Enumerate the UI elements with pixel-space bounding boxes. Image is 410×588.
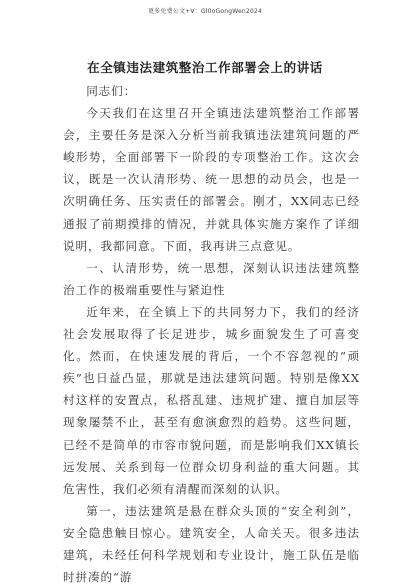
salutation: 同志们：	[86, 84, 137, 98]
document-body	[63, 80, 360, 588]
paragraph-point-1: 第一，违法建筑是悬在群众头顶的“安全利剑”，安全隐患触目惊心。建筑安全，人命关天。很多违法建筑，未经任何科学规划和专业设计，施工队伍是临时拼凑的“游	[63, 503, 360, 585]
section-heading-1: 一、认清形势，统一思想，深刻认识违法建筑整治工作的极端重要性与紧迫性	[63, 260, 360, 297]
paragraph-intro: 今天我们在这里召开全镇违法建筑整治工作部署会，主要任务是深入分析当前我镇违法建筑问题的严峻形势，全面部署下一阶段的专项整治工作。这次会议，既是一次认清形势、统一思想的动员会，也是一次明确任务、压实责任的部署会。刚才，XX同志已经通报了前期摸排的情况，并就具体实施方案作了详细说明，我都同意。下面，我再讲三点意见。	[63, 106, 360, 253]
document-title: 在全镇违法建筑整治工作部署会上的讲话	[87, 60, 323, 75]
paragraph-background: 近年来，在全镇上下的共同努力下，我们的经济社会发展取得了长足进步，城乡面貌发生了可喜变化。然而，在快速发展的背后，一个不容忽视的“顽疾”也日益凸显，那就是违法建筑问题。特别是像XX村这样的安置点，私搭乱建、违规扩建、擅自加层等现象屡禁不止，甚至有愈演愈烈的趋势。这些问题，已经不是简单的市容市貌问题，而是影响我们XX镇长远发展、关系到每一位群众切身利益的重大问题。其危害性，我们必须有清醒而深刻的认识。	[63, 304, 360, 496]
header-note: 更多免费公文+V：Gl0oGongWen2024	[147, 8, 262, 15]
